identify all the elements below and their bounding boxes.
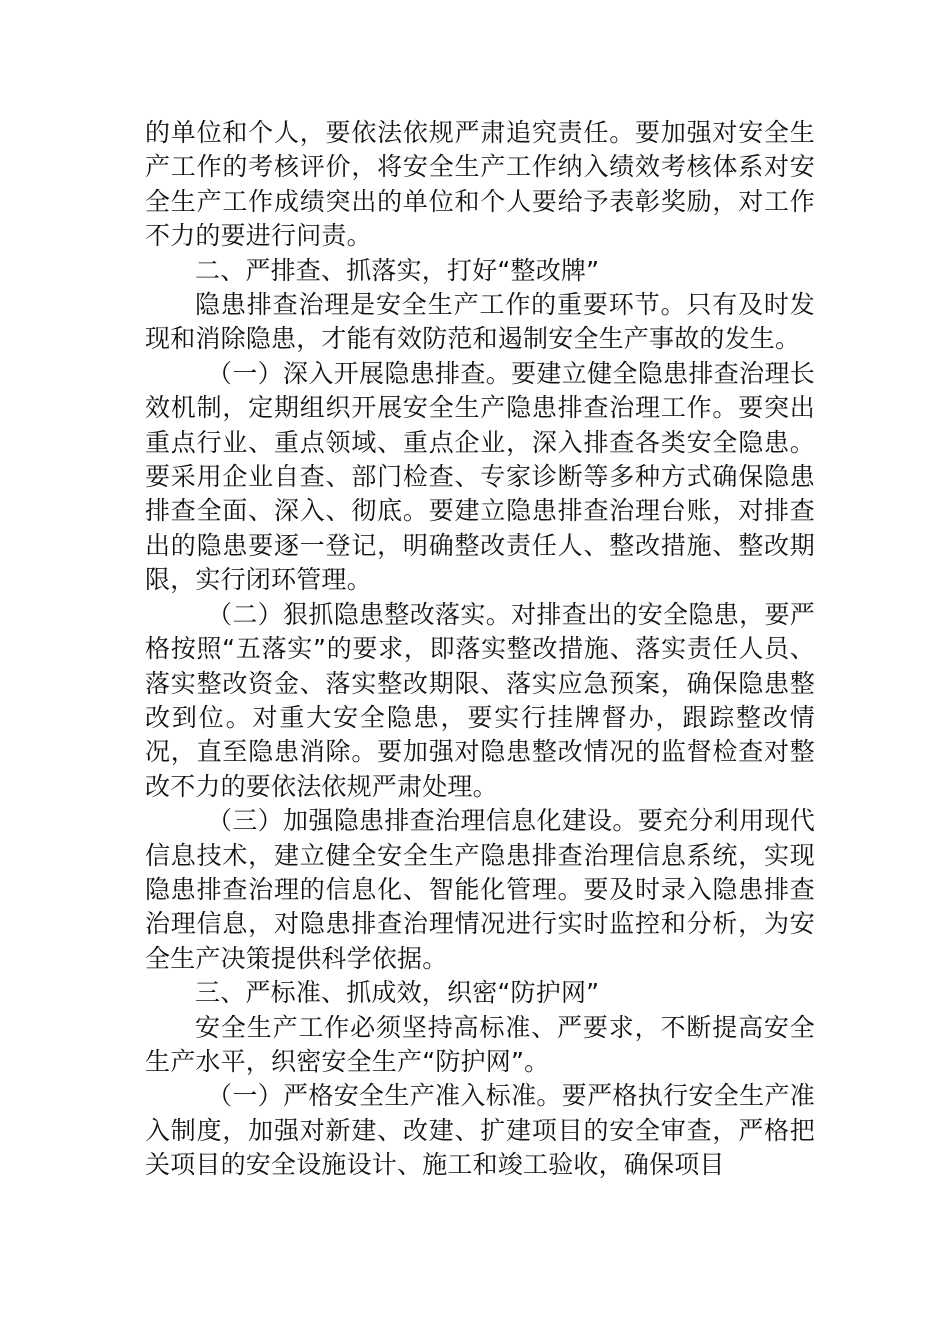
paragraph-hazard-rectification: （二）狠抓隐患整改落实。对排查出的安全隐患，要严格按照“五落实”的要求，即落实整改措施、落实责任人员、落实整改资金、落实整改期限、落实应急预案，确保隐患整改到位。对重大安全隐患，要实行挂牌督办，跟踪整改情况，直至隐患消除。要加强对隐患整改情况的监督检查对整改不力的要依法依规严肃处理。 (145, 599, 815, 801)
section-heading-2: 二、严排查、抓落实，打好“整改牌” (195, 255, 600, 285)
paragraph-standards-intro: 安全生产工作必须坚持高标准、严要求，不断提高安全生产水平，织密安全生产“防护网”。 (145, 1012, 815, 1076)
paragraph-hazard-intro: 隐患排查治理是安全生产工作的重要环节。只有及时发现和消除隐患，才能有效防范和遏制安全生产事故的发生。 (145, 290, 815, 354)
paragraph-accountability: 的单位和个人，要依法依规严肃追究责任。要加强对安全生产工作的考核评价，将安全生产工作纳入绩效考核体系对安全生产工作成绩突出的单位和个人要给予表彰奖励，对工作不力的要进行问责。 (145, 118, 815, 251)
paragraph-hazard-informatization: （三）加强隐患排查治理信息化建设。要充分利用现代信息技术，建立健全安全生产隐患排查治理信息系统，实现隐患排查治理的信息化、智能化管理。要及时录入隐患排查治理信息，对隐患排查治理情况进行实时监控和分析，为安全生产决策提供科学依据。 (145, 806, 815, 973)
paragraph-access-standards: （一）严格安全生产准入标准。要严格执行安全生产准入制度，加强对新建、改建、扩建项目的安全审查，严格把关项目的安全设施设计、施工和竣工验收，确保项目 (145, 1081, 815, 1180)
paragraph-hazard-inspection: （一）深入开展隐患排查。要建立健全隐患排查治理长效机制，定期组织开展安全生产隐患排查治理工作。要突出重点行业、重点领域、重点企业，深入排查各类安全隐患。要采用企业自查、部门检查、专家诊断等多种方式确保隐患排查全面、深入、彻底。要建立隐患排查治理台账，对排查出的隐患要逐一登记，明确整改责任人、整改措施、整改期限，实行闭环管理。 (145, 358, 815, 595)
document-body (145, 116, 815, 1183)
section-heading-3: 三、严标准、抓成效，织密“防护网” (195, 978, 600, 1008)
